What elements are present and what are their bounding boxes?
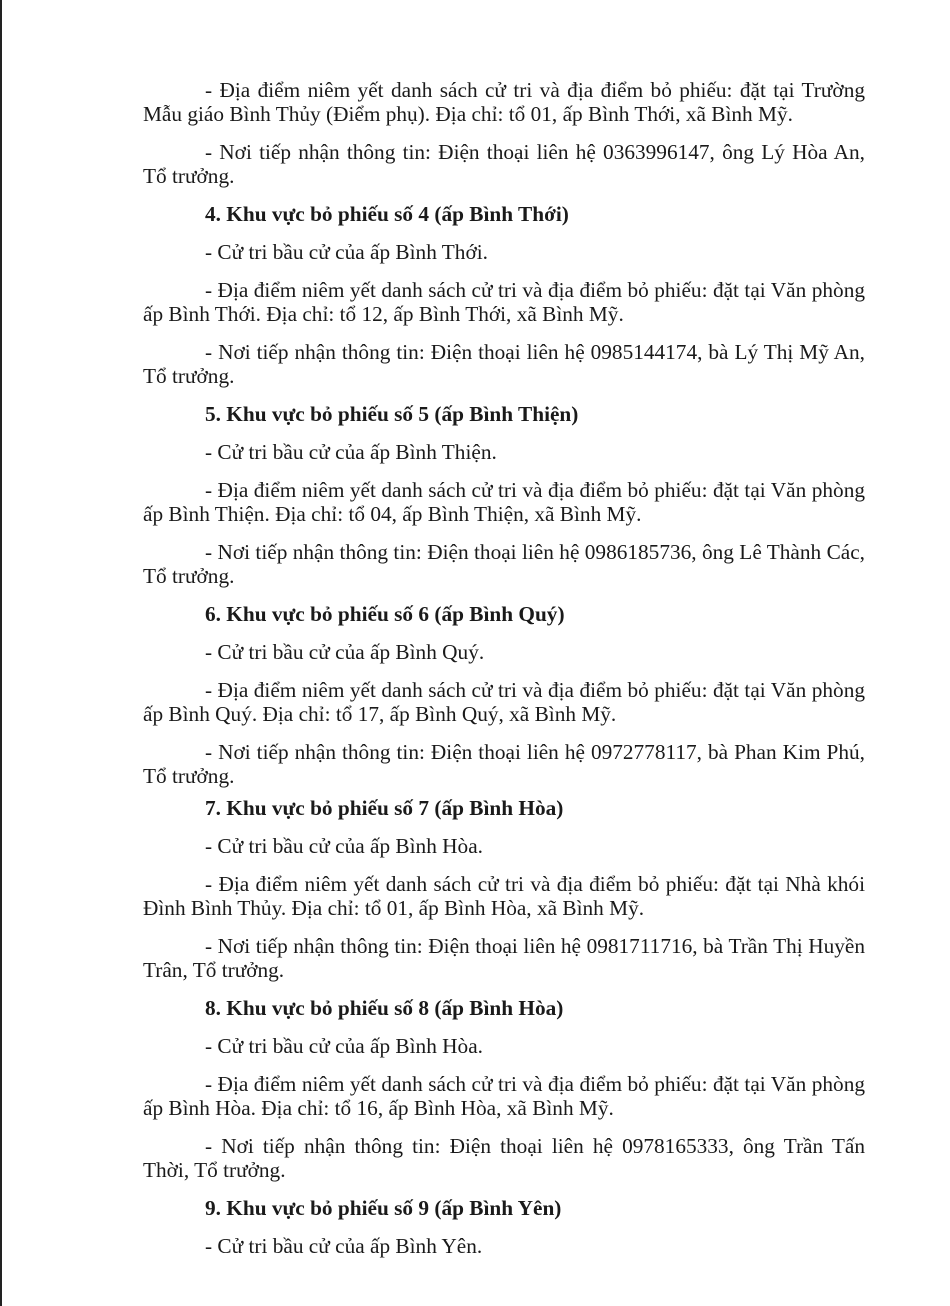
section-6 <box>143 602 865 788</box>
location-paragraph: - Địa điểm niêm yết danh sách cử tri và địa điểm bỏ phiếu: đặt tại Văn phòng ấp Bình Thới. Địa chỉ: tổ 12, ấp Bình Thới, xã Bình Mỹ. <box>143 278 865 326</box>
contact-paragraph: - Nơi tiếp nhận thông tin: Điện thoại liên hệ 0972778117, bà Phan Kim Phú, Tổ trưởng. <box>143 740 865 788</box>
voters-paragraph: - Cử tri bầu cử của ấp Bình Hòa. <box>205 834 483 858</box>
section-8 <box>143 996 865 1182</box>
voters-paragraph: - Cử tri bầu cử của ấp Bình Hòa. <box>205 1034 483 1058</box>
contact-paragraph: - Nơi tiếp nhận thông tin: Điện thoại liên hệ 0986185736, ông Lê Thành Các, Tổ trưởng. <box>143 540 865 588</box>
document-page <box>143 78 865 1272</box>
section-heading: 8. Khu vực bỏ phiếu số 8 (ấp Bình Hòa) <box>205 996 564 1020</box>
voters-paragraph: - Cử tri bầu cử của ấp Bình Quý. <box>205 640 485 664</box>
contact-paragraph: - Nơi tiếp nhận thông tin: Điện thoại liên hệ 0981711716, bà Trần Thị Huyền Trân, Tổ trưởng. <box>143 934 865 982</box>
section-heading: 6. Khu vực bỏ phiếu số 6 (ấp Bình Quý) <box>205 602 565 626</box>
location-paragraph: - Địa điểm niêm yết danh sách cử tri và địa điểm bỏ phiếu: đặt tại Văn phòng ấp Bình Quý. Địa chỉ: tổ 17, ấp Bình Quý, xã Bình Mỹ. <box>143 678 865 726</box>
location-paragraph: - Địa điểm niêm yết danh sách cử tri và địa điểm bỏ phiếu: đặt tại Văn phòng ấp Bình Thiện. Địa chỉ: tổ 04, ấp Bình Thiện, xã Bình Mỹ. <box>143 478 865 526</box>
section-7 <box>143 796 865 982</box>
section-heading: 9. Khu vực bỏ phiếu số 9 (ấp Bình Yên) <box>205 1196 562 1220</box>
section-heading: 5. Khu vực bỏ phiếu số 5 (ấp Bình Thiện) <box>205 402 579 426</box>
contact-paragraph: - Nơi tiếp nhận thông tin: Điện thoại liên hệ 0985144174, bà Lý Thị Mỹ An, Tổ trưởng. <box>143 340 865 388</box>
section-heading: 4. Khu vực bỏ phiếu số 4 (ấp Bình Thới) <box>205 202 569 226</box>
section-9 <box>143 1196 865 1258</box>
section-heading: 7. Khu vực bỏ phiếu số 7 (ấp Bình Hòa) <box>205 796 564 820</box>
voters-paragraph: - Cử tri bầu cử của ấp Bình Thới. <box>205 240 488 264</box>
section-5 <box>143 402 865 588</box>
page-left-edge <box>0 0 2 1306</box>
location-paragraph: - Địa điểm niêm yết danh sách cử tri và địa điểm bỏ phiếu: đặt tại Nhà khói Đình Bình Thủy. Địa chỉ: tổ 01, ấp Bình Hòa, xã Bình Mỹ. <box>143 872 865 920</box>
section-4 <box>143 202 865 388</box>
intro-contact-paragraph: - Nơi tiếp nhận thông tin: Điện thoại liên hệ 0363996147, ông Lý Hòa An, Tổ trưởng. <box>143 140 865 188</box>
intro-location-paragraph: - Địa điểm niêm yết danh sách cử tri và địa điểm bỏ phiếu: đặt tại Trường Mẫu giáo Bình Thủy (Điểm phụ). Địa chỉ: tổ 01, ấp Bình Thới, xã Bình Mỹ. <box>143 78 865 126</box>
contact-paragraph: - Nơi tiếp nhận thông tin: Điện thoại liên hệ 0978165333, ông Trần Tấn Thời, Tổ trưởng. <box>143 1134 865 1182</box>
voters-paragraph: - Cử tri bầu cử của ấp Bình Yên. <box>205 1234 483 1258</box>
location-paragraph: - Địa điểm niêm yết danh sách cử tri và địa điểm bỏ phiếu: đặt tại Văn phòng ấp Bình Hòa. Địa chỉ: tổ 16, ấp Bình Hòa, xã Bình Mỹ. <box>143 1072 865 1120</box>
voters-paragraph: - Cử tri bầu cử của ấp Bình Thiện. <box>205 440 497 464</box>
